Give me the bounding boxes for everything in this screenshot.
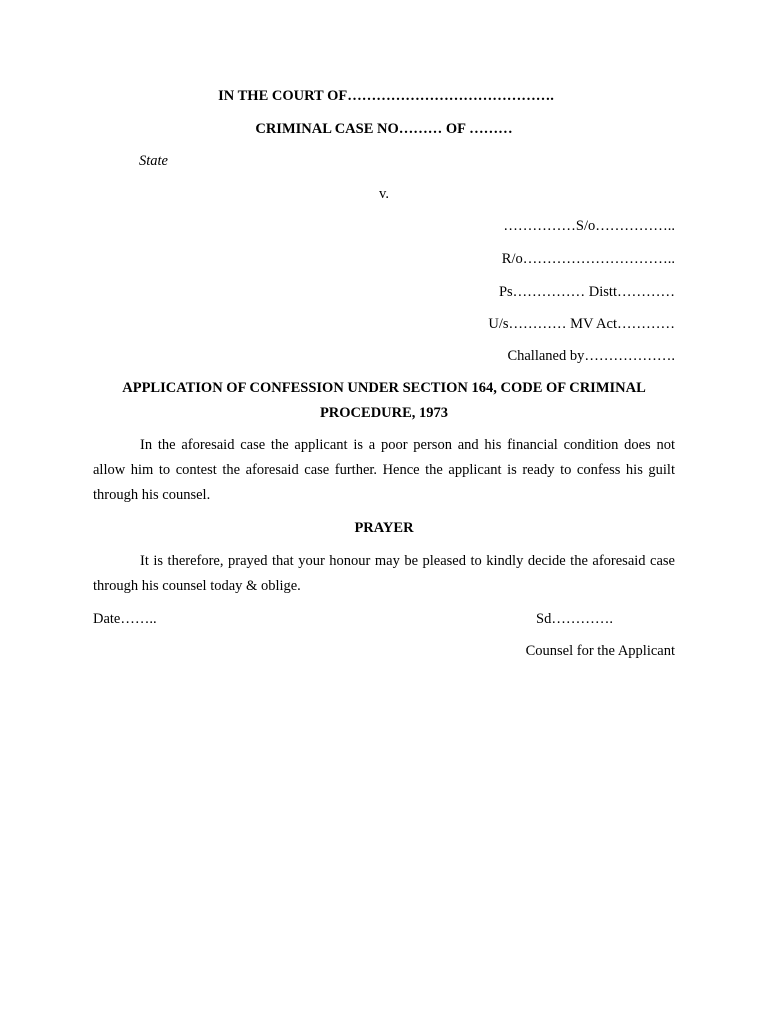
versus: v. — [379, 186, 389, 202]
accused-resident-of: R/o………………………….. — [501, 251, 675, 267]
body-paragraph: In the aforesaid case the applicant is a poor person and his financial condition does not allow him to contest the aforesaid case further. Hence the applicant is ready to confess his guilt through his counsel. — [93, 437, 675, 503]
under-section-act: U/s………… MV Act………… — [488, 316, 675, 332]
prayer-paragraph: It is therefore, prayed that your honour may be pleased to kindly decide the aforesaid case through his counsel today & oblige. — [93, 553, 675, 594]
prayer-heading: PRAYER — [354, 520, 414, 536]
case-number: CRIMINAL CASE NO……… OF ……… — [255, 121, 513, 137]
police-station-district: Ps…………… Distt………… — [498, 284, 675, 300]
signature-field: Sd…………. — [536, 611, 613, 627]
court-heading: IN THE COURT OF……………………………………. — [218, 88, 554, 104]
date-field: Date…….. — [93, 611, 157, 627]
party-state: State — [139, 153, 168, 169]
challaned-by: Challaned by………………. — [507, 348, 675, 364]
application-title: APPLICATION OF CONFESSION UNDER SECTION 164, CODE OF CRIMINAL PROCEDURE, 1973 — [122, 380, 646, 421]
accused-son-of: ……………S/o…………….. — [503, 218, 675, 234]
counsel-label: Counsel for the Applicant — [525, 643, 675, 659]
